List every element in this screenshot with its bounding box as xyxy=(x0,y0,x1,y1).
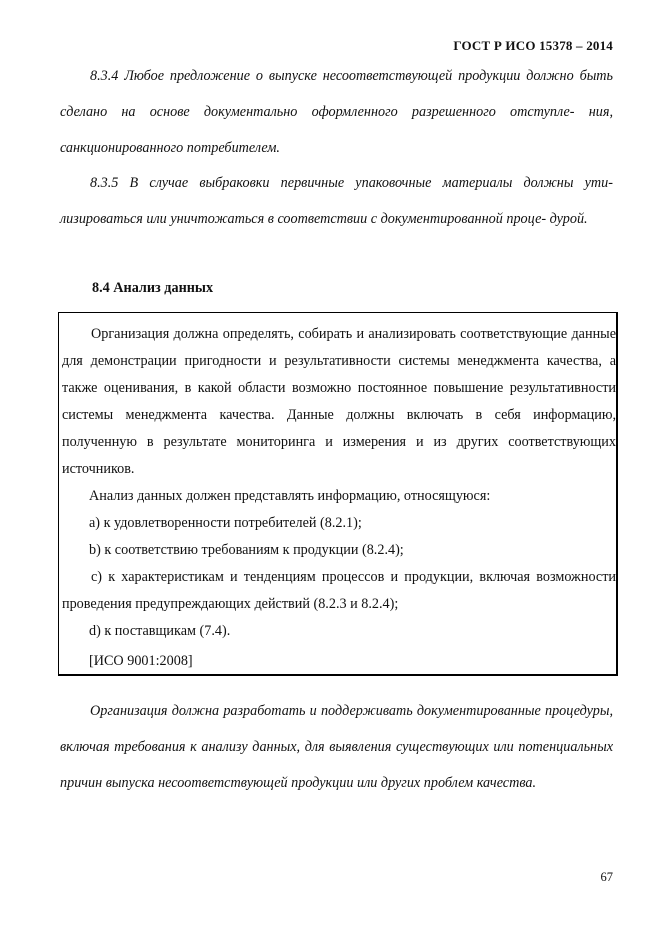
clause-8-3-5-line-1: 8.3.5 В случае выбраковки первичные упаковочные материалы должны ути- xyxy=(90,175,613,191)
clause-8-3-4 xyxy=(60,58,613,166)
section-heading-8-4: 8.4 Анализ данных xyxy=(92,280,214,296)
iso-box-item-d: d) к поставщикам (7.4). xyxy=(89,623,231,639)
iso-9001-quote-box xyxy=(58,312,618,676)
closing-line-3: или потенциальных причин выпуска несоответствующей продукции или других xyxy=(60,739,614,791)
clause-8-3-4-line-3: ния, санкционированного потребителем. xyxy=(60,104,614,156)
closing-paragraph xyxy=(60,693,613,801)
clause-8-3-4-line-1: 8.3.4 Любое предложение о выпуске несоответствующей продукции должно xyxy=(90,68,574,84)
iso-box-paragraph-1: Организация должна определять, собирать и анализировать соответствующие данные для демонстрации пригодности и результативности системы менеджмента качества, а также оценивания, в какой области возможно постоянное повышение результативности системы менеджмента качества. Данные должны включать в себя информацию, полученную в результате мониторинга и измерения и из других соответствующих источников. xyxy=(62,326,616,477)
clause-8-3-4-line-2: быть сделано на основе документально оформленного разрешенного отступле- xyxy=(60,68,614,120)
document-code-header: ГОСТ Р ИСО 15378 – 2014 xyxy=(453,38,613,53)
closing-line-1: Организация должна разработать и поддерживать документированные xyxy=(90,703,541,719)
clause-8-3-5 xyxy=(60,165,613,237)
page-number: 67 xyxy=(600,870,613,884)
iso-box-item-a: а) к удовлетворенности потребителей (8.2.1); xyxy=(89,515,362,531)
iso-box-item-c: c) к характеристикам и тенденциям процессов и продукции, включая возможности проведения предупреждающих действий (8.2.3 и 8.2.4); xyxy=(62,569,616,612)
closing-line-2: процедуры, включая требования к анализу данных, для выявления существующих xyxy=(60,703,614,755)
iso-box-source: [ИСО 9001:2008] xyxy=(89,653,193,669)
closing-line-4: проблем качества. xyxy=(423,775,537,791)
iso-box-paragraph-2: Анализ данных должен представлять информацию, относящуюся: xyxy=(89,488,491,504)
clause-8-3-5-line-2: лизироваться или уничтожаться в соответствии с документированной проце- xyxy=(60,211,547,227)
iso-box-item-b: b) к соответствию требованиям к продукции (8.2.4); xyxy=(89,542,404,558)
clause-8-3-5-line-3: дурой. xyxy=(549,211,588,227)
